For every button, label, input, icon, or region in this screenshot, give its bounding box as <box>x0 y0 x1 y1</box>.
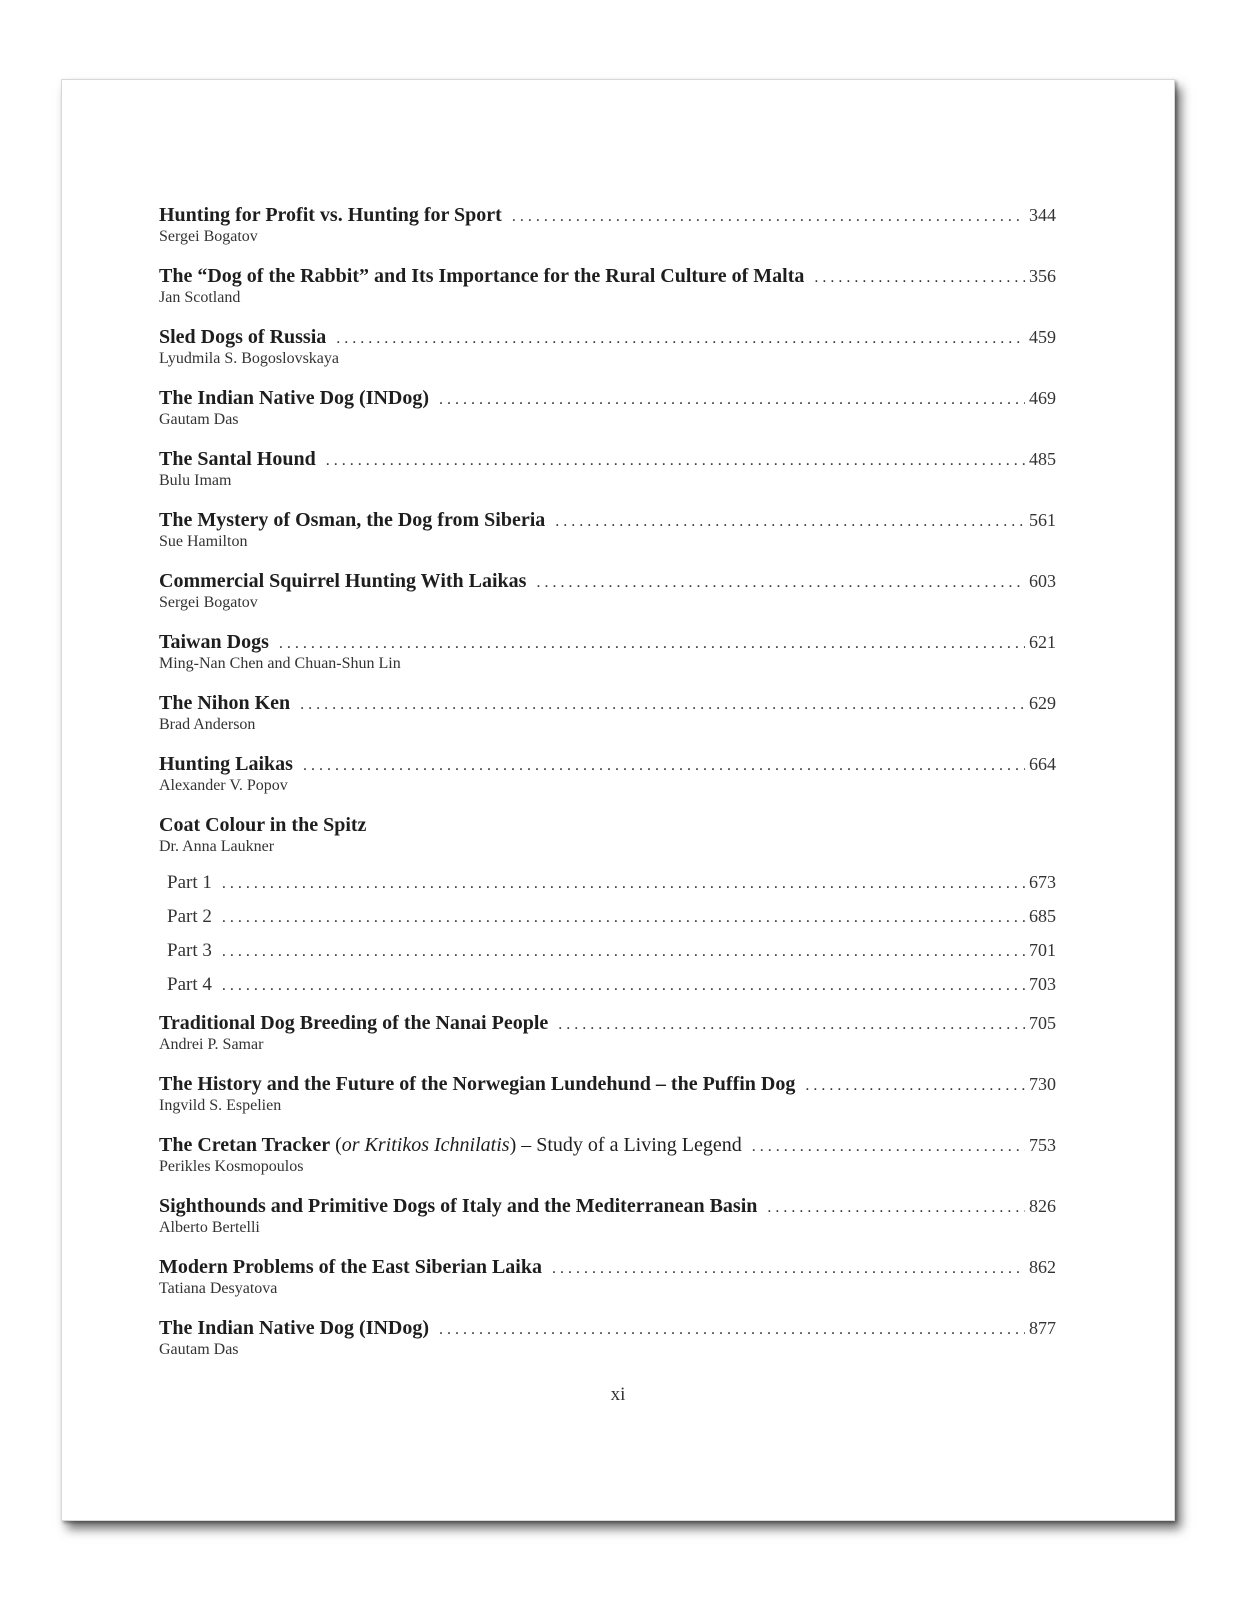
entry-title: Hunting for Profit vs. Hunting for Sport <box>159 204 502 226</box>
entry-title: Traditional Dog Breeding of the Nanai People <box>159 1012 549 1034</box>
entry-page-number: 877 <box>1029 1318 1056 1338</box>
entry-author: Sergei Bogatov <box>159 594 258 611</box>
toc-entry[interactable] <box>159 1009 1056 1070</box>
toc-entry[interactable] <box>159 1253 1056 1314</box>
entry-page-number: 621 <box>1029 632 1056 652</box>
entry-author: Sergei Bogatov <box>159 228 258 245</box>
entry-page-number: 629 <box>1029 693 1056 713</box>
entry-page-number: 356 <box>1029 266 1056 286</box>
entry-title <box>159 1131 742 1160</box>
leader-dots <box>326 446 1025 475</box>
toc-entry[interactable] <box>159 689 1056 750</box>
entry-title: Sighthounds and Primitive Dogs of Italy and the Mediterranean Basin <box>159 1195 758 1217</box>
entry-page-number: 664 <box>1029 754 1056 774</box>
entry-title-italic: or Kritikos Ichnilatis <box>341 1134 510 1156</box>
toc-entry[interactable] <box>159 1192 1056 1253</box>
leader-dots <box>222 935 1025 969</box>
toc-subentry[interactable] <box>159 933 1056 967</box>
leader-dots <box>512 202 1025 231</box>
entry-page-number: 862 <box>1029 1257 1056 1277</box>
leader-dots <box>558 1010 1025 1039</box>
page-number-footer: xi <box>610 1384 626 1405</box>
toc-entry[interactable] <box>159 201 1056 262</box>
entry-page-number: 826 <box>1029 1196 1056 1216</box>
entry-author: Bulu Imam <box>159 472 232 489</box>
entry-author: Alexander V. Popov <box>159 777 288 794</box>
subentry-label: Part 2 <box>167 906 212 927</box>
entry-title: Commercial Squirrel Hunting With Laikas <box>159 570 527 592</box>
entry-page-number: 459 <box>1029 327 1056 347</box>
entry-author: Brad Anderson <box>159 716 256 733</box>
subentry-page-number: 673 <box>1029 872 1056 892</box>
leader-dots <box>439 1315 1025 1344</box>
subentry-page-number: 703 <box>1029 974 1056 994</box>
toc-entry[interactable] <box>159 445 1056 506</box>
entry-author: Gautam Das <box>159 411 239 428</box>
entry-author: Dr. Anna Laukner <box>159 838 275 855</box>
toc-entry[interactable] <box>159 384 1056 445</box>
leader-dots <box>555 507 1025 536</box>
entry-title-paren: ( <box>330 1134 342 1156</box>
entry-page-number: 344 <box>1029 205 1056 225</box>
toc-entry[interactable] <box>159 628 1056 689</box>
entry-page-number: 561 <box>1029 510 1056 530</box>
toc-subentry[interactable] <box>159 967 1056 1001</box>
entry-author: Gautam Das <box>159 1341 239 1358</box>
entry-title-bold: The Cretan Tracker <box>159 1134 331 1156</box>
entry-author: Lyudmila S. Bogoslovskaya <box>159 350 339 367</box>
toc-entry[interactable] <box>159 1070 1056 1131</box>
leader-dots <box>767 1193 1025 1222</box>
subentry-label: Part 3 <box>167 940 212 961</box>
leader-dots <box>439 385 1025 414</box>
entry-author: Jan Scotland <box>159 289 241 306</box>
toc-entry[interactable] <box>159 1131 1056 1192</box>
leader-dots <box>336 324 1025 353</box>
entry-author: Tatiana Desyatova <box>159 1280 278 1297</box>
entry-title: The Nihon Ken <box>159 692 291 714</box>
toc-subentry[interactable] <box>159 865 1056 899</box>
entry-page-number: 753 <box>1029 1135 1056 1155</box>
leader-dots <box>222 901 1025 935</box>
entry-title: The Santal Hound <box>159 448 316 470</box>
toc-subentry[interactable] <box>159 899 1056 933</box>
toc-entry[interactable] <box>159 1314 1056 1375</box>
leader-dots <box>752 1132 1025 1161</box>
entry-title: Hunting Laikas <box>159 753 293 775</box>
leader-dots <box>552 1254 1025 1283</box>
subentry-label: Part 1 <box>167 872 212 893</box>
entry-page-number: 469 <box>1029 388 1056 408</box>
toc-entry[interactable] <box>159 567 1056 628</box>
entry-author: Alberto Bertelli <box>159 1219 260 1236</box>
toc-entry[interactable] <box>159 323 1056 384</box>
entry-author: Andrei P. Samar <box>159 1036 264 1053</box>
entry-title: The History and the Future of the Norwegian Lundehund – the Puffin Dog <box>159 1073 796 1095</box>
entry-author: Ingvild S. Espelien <box>159 1097 282 1114</box>
leader-dots <box>222 867 1025 901</box>
leader-dots <box>805 1071 1025 1100</box>
entry-author: Ming-Nan Chen and Chuan-Shun Lin <box>159 655 401 672</box>
entry-title: The Indian Native Dog (INDog) <box>159 1317 430 1339</box>
leader-dots <box>222 969 1025 1003</box>
entry-title: The Mystery of Osman, the Dog from Siberia <box>159 509 546 531</box>
leader-dots <box>303 751 1025 780</box>
subentry-page-number: 701 <box>1029 940 1056 960</box>
toc-entry[interactable] <box>159 750 1056 811</box>
leader-dots <box>536 568 1025 597</box>
entry-author: Perikles Kosmopoulos <box>159 1158 304 1175</box>
entry-title: The “Dog of the Rabbit” and Its Importance for the Rural Culture of Malta <box>159 265 805 287</box>
entry-title: Coat Colour in the Spitz <box>159 814 367 836</box>
subentry-page-number: 685 <box>1029 906 1056 926</box>
toc-entry[interactable] <box>159 262 1056 323</box>
toc-entry-group <box>159 811 1056 1001</box>
table-of-contents <box>159 201 1056 1375</box>
entry-author: Sue Hamilton <box>159 533 248 550</box>
entry-page-number: 730 <box>1029 1074 1056 1094</box>
entry-page-number: 603 <box>1029 571 1056 591</box>
entry-title: Modern Problems of the East Siberian Laika <box>159 1256 542 1278</box>
entry-page-number: 705 <box>1029 1013 1056 1033</box>
subentry-label: Part 4 <box>167 974 212 995</box>
leader-dots <box>300 690 1025 719</box>
entry-title: The Indian Native Dog (INDog) <box>159 387 430 409</box>
entry-title: Sled Dogs of Russia <box>159 326 327 348</box>
leader-dots <box>814 263 1025 292</box>
entry-title: Taiwan Dogs <box>159 631 269 653</box>
entry-page-number: 485 <box>1029 449 1056 469</box>
toc-entry[interactable] <box>159 506 1056 567</box>
entry-title-rest: ) – Study of a Living Legend <box>509 1134 742 1156</box>
